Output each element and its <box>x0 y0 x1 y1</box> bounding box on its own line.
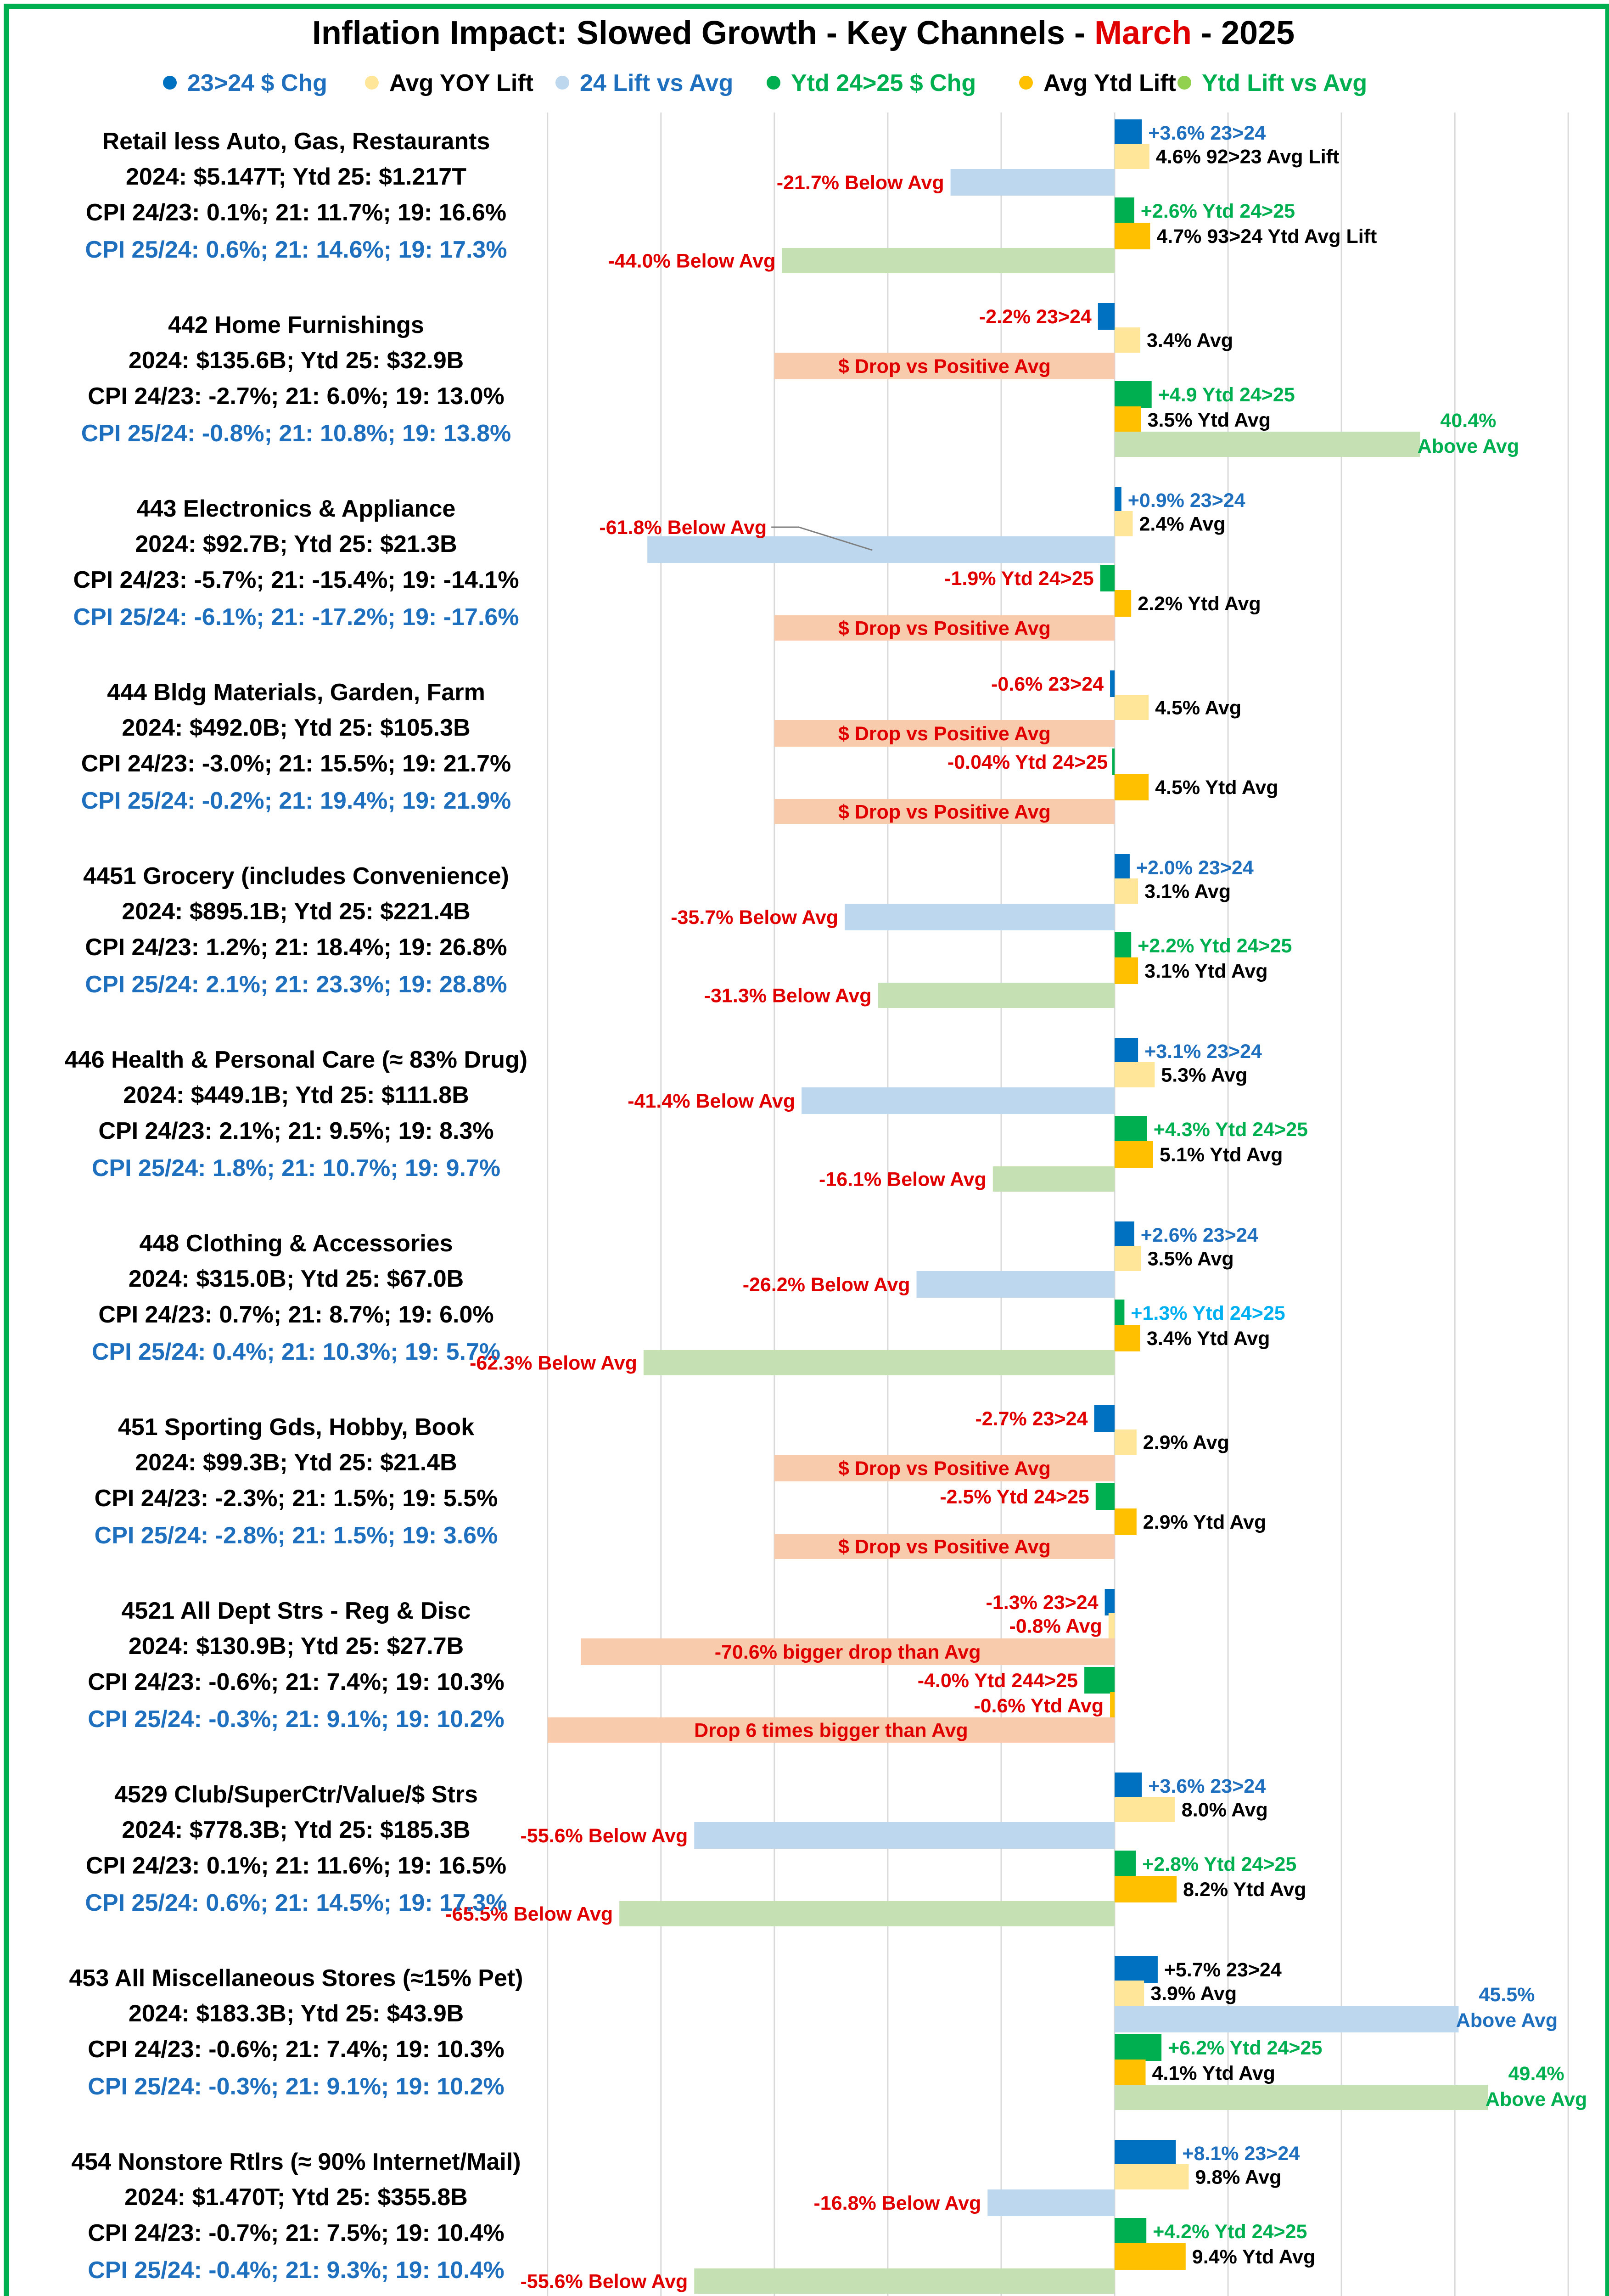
data-label: 4.5% Avg <box>1155 697 1242 719</box>
data-label: 3.4% Ytd Avg <box>1147 1328 1270 1350</box>
data-label: 49.4% <box>1508 2063 1564 2085</box>
category-cpi-25-24: CPI 25/24: 0.6%; 21: 14.6%; 19: 17.3% <box>85 236 507 263</box>
data-label: +4.2% Ytd 24>25 <box>1153 2221 1307 2243</box>
bar-chg <box>1115 1956 1158 1983</box>
data-label: Above Avg <box>1456 2009 1558 2032</box>
data-label: -1.3% 23>24 <box>986 1592 1099 1614</box>
legend <box>163 70 1367 96</box>
bar-chg <box>1105 1589 1115 1615</box>
data-label: 3.1% Ytd Avg <box>1144 960 1268 982</box>
data-label: 3.1% Avg <box>1144 880 1231 903</box>
category-cpi-25-24: CPI 25/24: 0.6%; 21: 14.5%; 19: 17.3% <box>85 1890 507 1916</box>
data-label: +2.6% Ytd 24>25 <box>1140 200 1295 222</box>
bar-avg <box>1115 144 1149 169</box>
bar-ytdlift <box>619 1901 1115 1926</box>
data-label: 45.5% <box>1479 1984 1535 2006</box>
data-label: 5.3% Avg <box>1161 1064 1248 1086</box>
data-label: -16.1% Below Avg <box>819 1168 987 1191</box>
bar-ytdavg <box>1115 2060 1146 2086</box>
data-label: $ Drop vs Positive Avg <box>838 617 1051 640</box>
legend-label-chg: 23>24 $ Chg <box>187 70 327 96</box>
category-name: 454 Nonstore Rtlrs (≈ 90% Internet/Mail) <box>71 2149 521 2175</box>
data-label: 40.4% <box>1440 410 1497 432</box>
category-cpi-25-24: CPI 25/24: -0.4%; 21: 9.3%; 19: 10.4% <box>88 2257 505 2284</box>
data-label: 2.9% Avg <box>1143 1431 1229 1454</box>
bar-ytdchg <box>1115 932 1131 959</box>
data-label: +2.2% Ytd 24>25 <box>1138 935 1292 957</box>
data-label: -35.7% Below Avg <box>671 906 838 929</box>
bar-avg <box>1115 1429 1137 1455</box>
bar-ytdavg <box>1115 590 1131 617</box>
bar-avg <box>1115 695 1149 720</box>
category-name: 4521 All Dept Strs - Reg & Disc <box>121 1598 471 1624</box>
category-name: 4451 Grocery (includes Convenience) <box>83 863 509 889</box>
bar-ytdchg <box>1115 197 1134 224</box>
data-label: $ Drop vs Positive Avg <box>838 1536 1051 1558</box>
data-label: +3.6% 23>24 <box>1148 1775 1266 1797</box>
bar-ytdchg <box>1112 748 1115 775</box>
data-label: -2.2% 23>24 <box>979 306 1092 328</box>
bar-ytdavg <box>1115 957 1138 984</box>
category-sales: 2024: $449.1B; Ytd 25: $111.8B <box>123 1082 469 1109</box>
bar-ytdchg <box>1115 2218 1146 2245</box>
bar-ytdchg <box>1115 381 1152 408</box>
bar-chg <box>1115 1038 1138 1064</box>
bar-avg <box>1115 878 1138 904</box>
legend-label-ytdavg: Avg Ytd Lift <box>1043 70 1176 96</box>
bar-avg <box>1115 327 1140 353</box>
legend-marker-ytdchg <box>767 76 780 90</box>
data-label: -62.3% Below Avg <box>470 1352 637 1374</box>
category-cpi-25-24: CPI 25/24: -0.3%; 21: 9.1%; 19: 10.2% <box>88 2073 505 2100</box>
bar-ytdchg <box>1115 1851 1136 1877</box>
bar-chg <box>1115 119 1142 146</box>
category-name: 443 Electronics & Appliance <box>136 495 456 522</box>
bar-ytdavg <box>1115 1508 1137 1535</box>
data-label: 4.1% Ytd Avg <box>1152 2062 1275 2084</box>
category-labels <box>65 128 527 2284</box>
category-name: 453 All Miscellaneous Stores (≈15% Pet) <box>69 1965 523 1992</box>
data-label: +1.3% Ytd 24>25 <box>1131 1302 1285 1324</box>
category-cpi-24-23: CPI 24/23: -0.6%; 21: 7.4%; 19: 10.3% <box>88 2036 505 2063</box>
bar-lift <box>1115 2006 1458 2032</box>
data-label: Above Avg <box>1417 435 1519 457</box>
data-label: +3.6% 23>24 <box>1148 122 1266 144</box>
category-sales: 2024: $183.3B; Ytd 25: $43.9B <box>128 2000 464 2027</box>
legend-label-lift: 24 Lift vs Avg <box>580 70 734 96</box>
bar-ytdavg <box>1115 1876 1177 1902</box>
data-label: 9.4% Ytd Avg <box>1192 2246 1316 2268</box>
category-cpi-24-23: CPI 24/23: -0.6%; 21: 7.4%; 19: 10.3% <box>88 1669 505 1695</box>
data-label: $ Drop vs Positive Avg <box>838 723 1051 745</box>
bar-avg <box>1115 1797 1175 1822</box>
bar-ytdchg <box>1096 1483 1115 1510</box>
category-cpi-24-23: CPI 24/23: 1.2%; 21: 18.4%; 19: 26.8% <box>85 934 507 961</box>
category-sales: 2024: $1.470T; Ytd 25: $355.8B <box>124 2184 468 2211</box>
data-label: 4.7% 93>24 Ytd Avg Lift <box>1156 225 1377 248</box>
bar-ytdlift <box>694 2268 1115 2294</box>
data-label: $ Drop vs Positive Avg <box>838 1458 1051 1480</box>
category-cpi-25-24: CPI 25/24: 1.8%; 21: 10.7%; 19: 9.7% <box>91 1155 501 1182</box>
category-name: 442 Home Furnishings <box>168 312 424 338</box>
bar-chg <box>1115 2140 1176 2167</box>
bar-ytdavg <box>1110 1692 1115 1719</box>
legend-marker-chg <box>163 76 177 90</box>
category-sales: 2024: $130.9B; Ytd 25: $27.7B <box>128 1633 464 1660</box>
category-name: 444 Bldg Materials, Garden, Farm <box>107 679 485 706</box>
bar-avg <box>1115 2164 1189 2189</box>
bar-ytdlift <box>1115 432 1420 457</box>
data-label: 2.9% Ytd Avg <box>1143 1511 1267 1533</box>
bar-ytdavg <box>1115 406 1141 433</box>
category-name: Retail less Auto, Gas, Restaurants <box>102 128 490 155</box>
bar-avg <box>1115 1981 1144 2006</box>
category-sales: 2024: $778.3B; Ytd 25: $185.3B <box>122 1817 471 1843</box>
bar-avg <box>1109 1613 1115 1638</box>
category-cpi-25-24: CPI 25/24: -0.3%; 21: 9.1%; 19: 10.2% <box>88 1706 505 1733</box>
bar-chg <box>1115 1221 1134 1248</box>
data-label: +5.7% 23>24 <box>1164 1959 1282 1981</box>
data-label: 2.4% Avg <box>1139 513 1226 535</box>
category-sales: 2024: $99.3B; Ytd 25: $21.4B <box>135 1449 457 1476</box>
data-label: +8.1% 23>24 <box>1182 2143 1300 2165</box>
data-label: -1.9% Ytd 24>25 <box>944 568 1094 590</box>
category-name: 4529 Club/SuperCtr/Value/$ Strs <box>114 1781 478 1808</box>
category-name: 448 Clothing & Accessories <box>139 1230 453 1257</box>
bar-ytdlift <box>1115 2085 1488 2110</box>
data-label: +2.8% Ytd 24>25 <box>1142 1853 1297 1875</box>
data-label: -55.6% Below Avg <box>520 1825 688 1847</box>
category-cpi-25-24: CPI 25/24: 2.1%; 21: 23.3%; 19: 28.8% <box>85 971 507 998</box>
legend-label-ytdlift: Ytd Lift vs Avg <box>1202 70 1368 96</box>
category-cpi-24-23: CPI 24/23: -0.7%; 21: 7.5%; 19: 10.4% <box>88 2220 505 2246</box>
bar-lift <box>694 1822 1115 1849</box>
legend-label-ytdchg: Ytd 24>25 $ Chg <box>791 70 976 96</box>
category-name: 451 Sporting Gds, Hobby, Book <box>118 1414 475 1441</box>
bar-series <box>548 119 1488 2294</box>
bar-chg <box>1110 670 1115 697</box>
bar-ytdlift <box>782 248 1115 273</box>
data-label: -41.4% Below Avg <box>628 1090 796 1112</box>
bar-avg <box>1115 1246 1141 1271</box>
bar-lift <box>917 1271 1115 1298</box>
title-part-3: - 2025 <box>1192 15 1295 51</box>
data-label: -0.6% Ytd Avg <box>974 1695 1104 1717</box>
bar-lift <box>987 2189 1115 2216</box>
data-label: 3.5% Ytd Avg <box>1147 409 1271 431</box>
bar-chg <box>1115 487 1121 513</box>
bar-chg <box>1115 1773 1142 1799</box>
category-cpi-24-23: CPI 24/23: -2.3%; 21: 1.5%; 19: 5.5% <box>94 1485 498 1512</box>
data-label: 2.2% Ytd Avg <box>1138 593 1261 615</box>
category-sales: 2024: $5.147T; Ytd 25: $1.217T <box>126 163 466 190</box>
bar-ytdchg <box>1115 2034 1161 2061</box>
data-label: $ Drop vs Positive Avg <box>838 355 1051 377</box>
data-label: -4.0% Ytd 244>25 <box>917 1670 1078 1692</box>
category-cpi-24-23: CPI 24/23: 2.1%; 21: 9.5%; 19: 8.3% <box>98 1118 494 1144</box>
data-label: -44.0% Below Avg <box>608 250 776 272</box>
data-label: +4.9 Ytd 24>25 <box>1158 384 1295 406</box>
bar-chg <box>1098 303 1115 330</box>
bar-ytdlift <box>993 1166 1115 1192</box>
data-label: -55.6% Below Avg <box>520 2270 688 2293</box>
category-cpi-24-23: CPI 24/23: -2.7%; 21: 6.0%; 19: 13.0% <box>88 383 505 410</box>
bar-avg <box>1115 1062 1155 1087</box>
data-label: 8.2% Ytd Avg <box>1183 1879 1306 1901</box>
data-label: -2.5% Ytd 24>25 <box>940 1486 1089 1508</box>
bar-lift <box>951 169 1115 196</box>
category-cpi-25-24: CPI 25/24: -0.8%; 21: 10.8%; 19: 13.8% <box>81 420 511 447</box>
category-sales: 2024: $315.0B; Ytd 25: $67.0B <box>128 1266 464 1292</box>
data-label: -2.7% 23>24 <box>975 1408 1088 1430</box>
data-label: -26.2% Below Avg <box>742 1274 910 1296</box>
bar-ytdavg <box>1115 2243 1186 2270</box>
bar-lift <box>845 904 1115 930</box>
data-label: 5.1% Ytd Avg <box>1160 1144 1283 1166</box>
bar-ytdavg <box>1115 223 1150 249</box>
data-label: +4.3% Ytd 24>25 <box>1153 1119 1308 1141</box>
category-cpi-24-23: CPI 24/23: -5.7%; 21: -15.4%; 19: -14.1% <box>73 567 519 593</box>
bar-ytdavg <box>1115 1325 1140 1351</box>
data-label: -0.04% Ytd 24>25 <box>947 751 1108 773</box>
legend-marker-ytdlift <box>1177 76 1191 90</box>
data-label: 8.0% Avg <box>1181 1799 1268 1821</box>
category-name: 446 Health & Personal Care (≈ 83% Drug) <box>64 1047 528 1073</box>
data-label: Above Avg <box>1485 2088 1587 2110</box>
category-cpi-25-24: CPI 25/24: 0.4%; 21: 10.3%; 19: 5.7% <box>91 1339 501 1365</box>
bar-ytdavg <box>1115 774 1149 800</box>
category-cpi-25-24: CPI 25/24: -2.8%; 21: 1.5%; 19: 3.6% <box>94 1522 498 1549</box>
bar-lift <box>802 1087 1115 1114</box>
category-sales: 2024: $135.6B; Ytd 25: $32.9B <box>128 347 464 374</box>
data-label: +6.2% Ytd 24>25 <box>1168 2037 1323 2059</box>
data-label: -65.5% Below Avg <box>445 1903 613 1925</box>
data-label: 3.5% Avg <box>1147 1248 1234 1270</box>
category-sales: 2024: $492.0B; Ytd 25: $105.3B <box>122 715 471 741</box>
category-cpi-25-24: CPI 25/24: -6.1%; 21: -17.2%; 19: -17.6% <box>73 604 519 630</box>
data-label: +3.1% 23>24 <box>1144 1041 1262 1063</box>
data-label: Drop 6 times bigger than Avg <box>694 1719 968 1742</box>
bar-ytdchg <box>1100 565 1115 591</box>
data-label: +2.0% 23>24 <box>1136 857 1254 879</box>
legend-marker-avg <box>365 76 379 90</box>
data-label: 9.8% Avg <box>1195 2166 1282 2189</box>
data-label: -70.6% bigger drop than Avg <box>714 1641 981 1663</box>
bar-chg <box>1115 854 1130 881</box>
bar-lift <box>647 536 1115 563</box>
data-label: +0.9% 23>24 <box>1127 490 1245 512</box>
category-cpi-25-24: CPI 25/24: -0.2%; 21: 19.4%; 19: 21.9% <box>81 788 511 814</box>
bar-ytdlift <box>644 1350 1115 1375</box>
bar-ytdavg <box>1115 1141 1153 1168</box>
title-part-1: Inflation Impact: Slowed Growth - Key Channels - <box>312 15 1094 51</box>
legend-label-avg: Avg YOY Lift <box>389 70 533 96</box>
data-label: -0.6% 23>24 <box>991 673 1104 695</box>
legend-marker-lift <box>555 76 569 90</box>
category-cpi-24-23: CPI 24/23: -3.0%; 21: 15.5%; 19: 21.7% <box>81 750 511 777</box>
bar-chg <box>1094 1405 1115 1432</box>
data-label: 3.9% Avg <box>1150 1982 1237 2005</box>
data-label: 4.6% 92>23 Avg Lift <box>1155 146 1340 168</box>
title-month: March <box>1094 15 1192 51</box>
data-label: $ Drop vs Positive Avg <box>838 801 1051 823</box>
legend-marker-ytdavg <box>1019 76 1033 90</box>
data-label: -21.7% Below Avg <box>776 172 944 194</box>
data-label: -61.8% Below Avg <box>599 517 767 539</box>
category-sales: 2024: $895.1B; Ytd 25: $221.4B <box>122 898 471 925</box>
bar-ytdlift <box>878 983 1115 1008</box>
data-label: -16.8% Below Avg <box>813 2192 981 2214</box>
chart-title <box>312 15 1295 51</box>
bar-ytdchg <box>1115 1116 1147 1142</box>
category-cpi-24-23: CPI 24/23: 0.7%; 21: 8.7%; 19: 6.0% <box>98 1301 494 1328</box>
category-cpi-24-23: CPI 24/23: 0.1%; 21: 11.7%; 19: 16.6% <box>85 199 507 226</box>
data-label: 4.5% Ytd Avg <box>1155 777 1278 799</box>
category-sales: 2024: $92.7B; Ytd 25: $21.3B <box>135 531 457 557</box>
data-label: +2.6% 23>24 <box>1140 1224 1258 1246</box>
data-label: 3.4% Avg <box>1147 329 1233 352</box>
bar-ytdchg <box>1084 1667 1115 1694</box>
category-cpi-24-23: CPI 24/23: 0.1%; 21: 11.6%; 19: 16.5% <box>85 1852 507 1879</box>
bar-avg <box>1115 511 1133 536</box>
data-label: -31.3% Below Avg <box>704 985 872 1007</box>
data-label: -0.8% Avg <box>1009 1615 1102 1638</box>
bar-ytdchg <box>1115 1300 1124 1326</box>
